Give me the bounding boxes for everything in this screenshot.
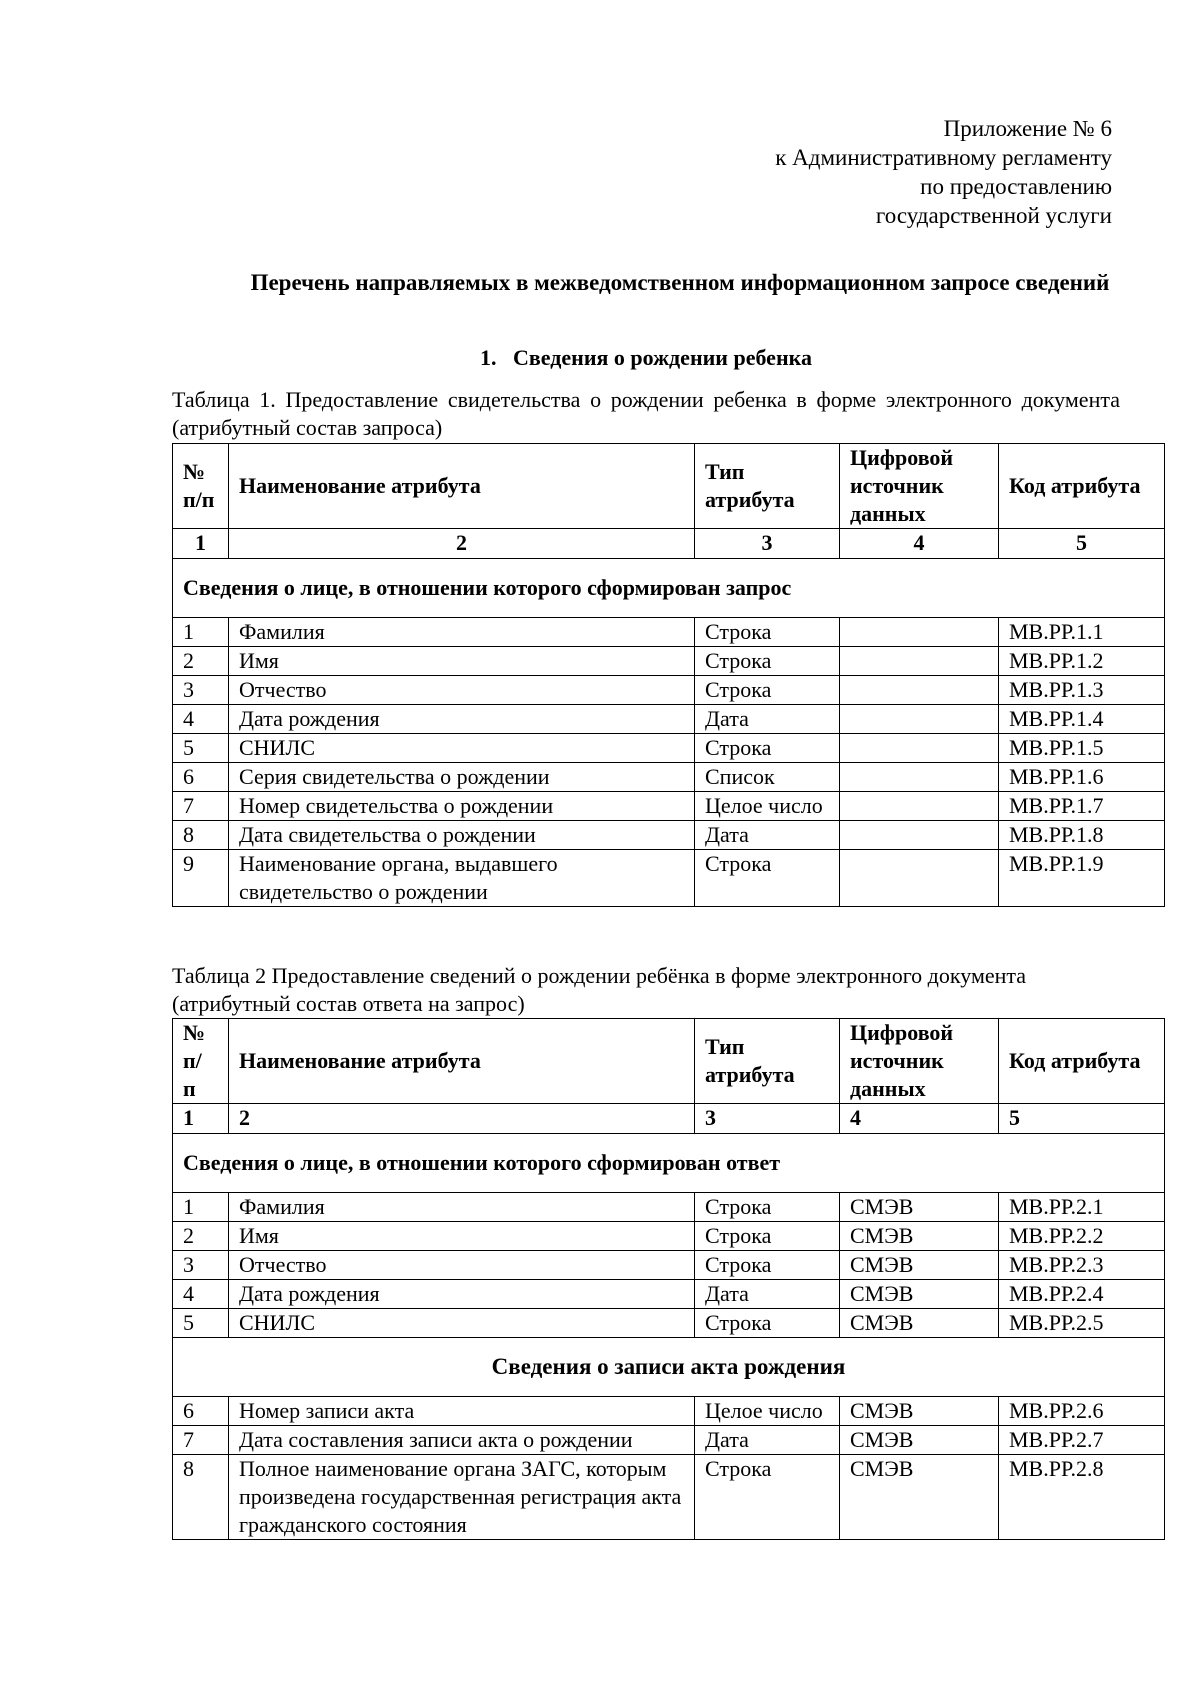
cell-type: Строка	[695, 1251, 840, 1280]
cell-type: Дата	[695, 705, 840, 734]
cell-name: Дата рождения	[229, 705, 695, 734]
table1-caption: Таблица 1. Предоставление свидетельства о рождении ребенка в форме электронного документа (атрибутный состав запроса)	[172, 387, 1120, 440]
cell-source	[840, 821, 999, 850]
column-number: 3	[695, 1104, 840, 1134]
group-row	[173, 559, 1165, 618]
table-header-row	[173, 1019, 1165, 1104]
cell-code: МВ.РР.1.6	[999, 763, 1165, 792]
header-cell: Тип атрибута	[695, 444, 840, 529]
cell-type: Целое число	[695, 792, 840, 821]
cell-number: 2	[173, 1222, 229, 1251]
table-row	[173, 1251, 1165, 1280]
cell-name: Фамилия	[229, 618, 695, 647]
table-row	[173, 1426, 1165, 1455]
table-row	[173, 821, 1165, 850]
cell-code: МВ.РР.1.3	[999, 676, 1165, 705]
cell-name: Дата составления записи акта о рождении	[229, 1426, 695, 1455]
header-cell: Тип атрибута	[695, 1019, 840, 1104]
table-header-row	[173, 444, 1165, 529]
header-cell: Наименование атрибута	[229, 1019, 695, 1104]
table2-caption: Таблица 2 Предоставление сведений о рождении ребёнка в форме электронного документа (атрибутный состав ответа на запрос)	[172, 963, 1027, 1016]
cell-code: МВ.РР.2.6	[999, 1397, 1165, 1426]
cell-type: Строка	[695, 1455, 840, 1540]
cell-type: Целое число	[695, 1397, 840, 1426]
column-number: 5	[999, 529, 1165, 559]
cell-code: МВ.РР.1.2	[999, 647, 1165, 676]
cell-name: Дата рождения	[229, 1280, 695, 1309]
section-number: 1.	[480, 345, 497, 370]
cell-name: Номер свидетельства о рождении	[229, 792, 695, 821]
table-row	[173, 618, 1165, 647]
cell-source	[840, 792, 999, 821]
column-number: 5	[999, 1104, 1165, 1134]
cell-type: Список	[695, 763, 840, 792]
cell-number: 2	[173, 647, 229, 676]
cell-code: МВ.РР.2.1	[999, 1193, 1165, 1222]
cell-type: Строка	[695, 676, 840, 705]
appendix-line: по предоставлению	[920, 174, 1112, 199]
cell-code: МВ.РР.2.2	[999, 1222, 1165, 1251]
header-cell: Наименование атрибута	[229, 444, 695, 529]
table-row	[173, 1397, 1165, 1426]
cell-code: МВ.РР.1.1	[999, 618, 1165, 647]
table-row	[173, 705, 1165, 734]
column-number: 2	[229, 529, 695, 559]
cell-code: МВ.РР.1.4	[999, 705, 1165, 734]
cell-code: МВ.РР.1.9	[999, 850, 1165, 907]
cell-code: МВ.РР.1.7	[999, 792, 1165, 821]
cell-number: 4	[173, 1280, 229, 1309]
table-row	[173, 763, 1165, 792]
table-row	[173, 850, 1165, 907]
table-row	[173, 792, 1165, 821]
cell-type: Строка	[695, 734, 840, 763]
cell-type: Дата	[695, 1426, 840, 1455]
document-title: Перечень направляемых в межведомственном информационном запросе сведений	[250, 270, 1110, 295]
column-number-row	[173, 529, 1165, 559]
cell-name: СНИЛС	[229, 734, 695, 763]
header-cell: Код атрибута	[999, 444, 1165, 529]
cell-number: 5	[173, 1309, 229, 1338]
cell-number: 4	[173, 705, 229, 734]
cell-name: Имя	[229, 647, 695, 676]
cell-source: СМЭВ	[840, 1455, 999, 1540]
table-row	[173, 1309, 1165, 1338]
group-row	[173, 1338, 1165, 1397]
cell-name: Имя	[229, 1222, 695, 1251]
cell-source	[840, 676, 999, 705]
cell-number: 7	[173, 792, 229, 821]
cell-source: СМЭВ	[840, 1426, 999, 1455]
cell-source	[840, 705, 999, 734]
header-cell: № п/п	[173, 444, 229, 529]
cell-number: 9	[173, 850, 229, 907]
cell-code: МВ.РР.2.4	[999, 1280, 1165, 1309]
cell-type: Строка	[695, 647, 840, 676]
cell-number: 1	[173, 618, 229, 647]
cell-source	[840, 647, 999, 676]
table-row	[173, 1222, 1165, 1251]
cell-name: СНИЛС	[229, 1309, 695, 1338]
cell-source	[840, 763, 999, 792]
cell-type: Дата	[695, 821, 840, 850]
cell-source: СМЭВ	[840, 1309, 999, 1338]
cell-source: СМЭВ	[840, 1280, 999, 1309]
group-title: Сведения о лице, в отношении которого сформирован запрос	[173, 559, 1165, 618]
column-number: 4	[840, 529, 999, 559]
column-number: 2	[229, 1104, 695, 1134]
table-row	[173, 1193, 1165, 1222]
table-row	[173, 734, 1165, 763]
cell-name: Серия свидетельства о рождении	[229, 763, 695, 792]
appendix-line: государственной услуги	[875, 203, 1112, 228]
cell-source	[840, 850, 999, 907]
column-number: 1	[173, 1104, 229, 1134]
cell-name: Номер записи акта	[229, 1397, 695, 1426]
table-row	[173, 1455, 1165, 1540]
header-cell: Цифровой источник данных	[840, 1019, 999, 1104]
cell-type: Дата	[695, 1280, 840, 1309]
column-number-row	[173, 1104, 1165, 1134]
cell-source: СМЭВ	[840, 1397, 999, 1426]
cell-number: 6	[173, 1397, 229, 1426]
table-row	[173, 647, 1165, 676]
cell-name: Полное наименование органа ЗАГС, которым произведена государственная регистрация акта гражданского состояния	[229, 1455, 695, 1540]
cell-code: МВ.РР.1.5	[999, 734, 1165, 763]
cell-code: МВ.РР.1.8	[999, 821, 1165, 850]
header-cell: Цифровой источник данных	[840, 444, 999, 529]
cell-source	[840, 734, 999, 763]
cell-number: 5	[173, 734, 229, 763]
cell-number: 7	[173, 1426, 229, 1455]
cell-type: Строка	[695, 1309, 840, 1338]
appendix-line: Приложение № 6	[943, 116, 1112, 141]
cell-type: Строка	[695, 618, 840, 647]
cell-type: Строка	[695, 1222, 840, 1251]
cell-number: 6	[173, 763, 229, 792]
section-title: Сведения о рождении ребенка	[513, 345, 812, 370]
header-cell: № п/ п	[173, 1019, 229, 1104]
cell-name: Отчество	[229, 676, 695, 705]
appendix-line: к Административному регламенту	[775, 145, 1112, 170]
cell-source: СМЭВ	[840, 1222, 999, 1251]
table2	[172, 1018, 1165, 1540]
section-heading	[172, 344, 1120, 372]
cell-name: Отчество	[229, 1251, 695, 1280]
column-number: 4	[840, 1104, 999, 1134]
column-number: 1	[173, 529, 229, 559]
cell-name: Наименование органа, выдавшего свидетельство о рождении	[229, 850, 695, 907]
cell-name: Дата свидетельства о рождении	[229, 821, 695, 850]
group-title: Сведения о записи акта рождения	[173, 1338, 1165, 1397]
column-number: 3	[695, 529, 840, 559]
cell-number: 3	[173, 676, 229, 705]
cell-code: МВ.РР.2.3	[999, 1251, 1165, 1280]
appendix-block	[775, 114, 1112, 230]
group-row	[173, 1134, 1165, 1193]
cell-code: МВ.РР.2.7	[999, 1426, 1165, 1455]
cell-source: СМЭВ	[840, 1251, 999, 1280]
header-cell: Код атрибута	[999, 1019, 1165, 1104]
cell-type: Строка	[695, 1193, 840, 1222]
table1	[172, 443, 1165, 907]
cell-source: СМЭВ	[840, 1193, 999, 1222]
cell-source	[840, 618, 999, 647]
cell-code: МВ.РР.2.8	[999, 1455, 1165, 1540]
table-row	[173, 1280, 1165, 1309]
cell-number: 3	[173, 1251, 229, 1280]
cell-code: МВ.РР.2.5	[999, 1309, 1165, 1338]
cell-number: 8	[173, 1455, 229, 1540]
cell-type: Строка	[695, 850, 840, 907]
cell-number: 8	[173, 821, 229, 850]
table-row	[173, 676, 1165, 705]
cell-number: 1	[173, 1193, 229, 1222]
cell-name: Фамилия	[229, 1193, 695, 1222]
group-title: Сведения о лице, в отношении которого сформирован ответ	[173, 1134, 1165, 1193]
